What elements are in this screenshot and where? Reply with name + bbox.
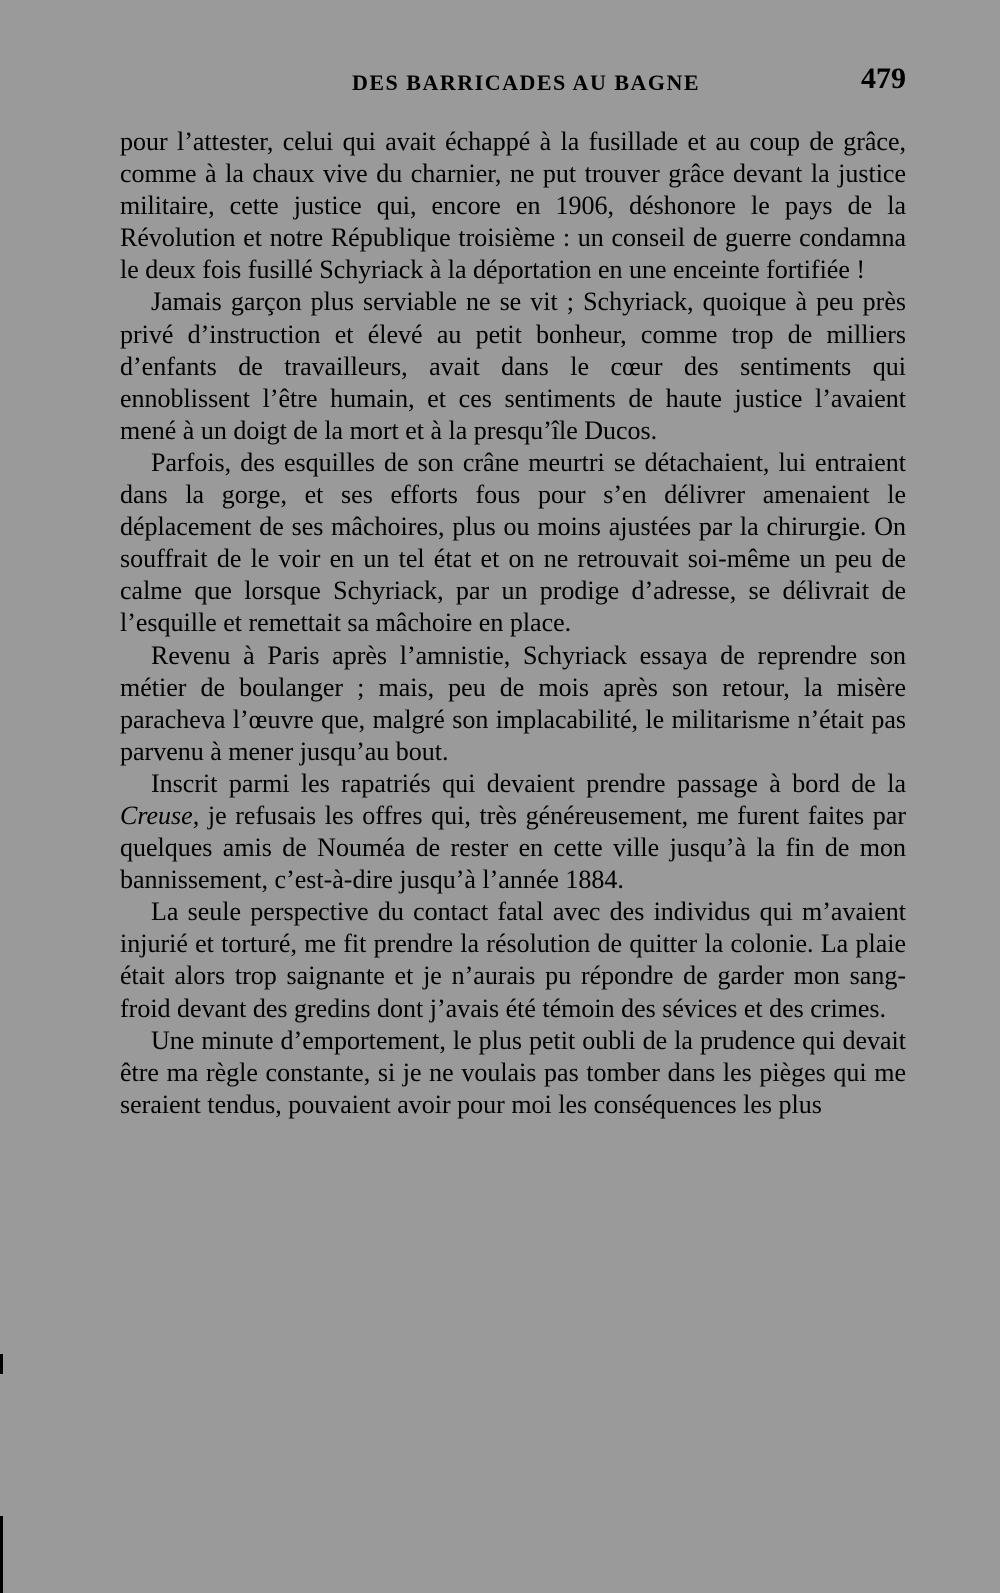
running-header-title: DES BARRICADES AU BAGNE — [352, 70, 701, 95]
paragraph-6: La seule perspective du contact fatal avec des individus qui m’avaient injurié et torturé, me fit prendre la résolution de quitter la colonie. La plaie était alors trop saignante et je n’aurais pu répondre de garder mon sang-froid devant des gredins dont j’avais été témoin des sévices et des crimes. — [120, 897, 906, 1023]
paragraph-5-start: Inscrit parmi les rapatriés qui devaient prendre passage à bord de la — [151, 768, 906, 798]
paragraph-4: Revenu à Paris après l’amnistie, Schyriack essaya de reprendre son métier de boulanger ; mais, peu de mois après son retour, la misère paracheva l’œuvre que, malgré son implacabilité, le militarisme n’était pas parvenu à mener jusqu’au bout. — [120, 640, 906, 766]
page-number: 479 — [861, 62, 906, 95]
ship-name: Creuse, — [120, 800, 200, 830]
running-header — [120, 62, 906, 102]
paragraph-1: pour l’attester, celui qui avait échappé à la fusillade et au coup de grâce, comme à la chaux vive du charnier, ne put trouver grâce devant la justice militaire, cette justice qui, encore en 1906, déshonore le pays de la Révolution et notre République troisième : un conseil de guerre condamna le deux fois fusillé Schyriack à la déportation en une enceinte fortifiée ! — [120, 127, 906, 285]
scan-edge-mark — [0, 1516, 3, 1593]
scan-edge-mark — [0, 1354, 3, 1374]
paragraph-7: Une minute d’emportement, le plus petit oubli de la prudence qui devait être ma règle constante, si je ne voulais pas tomber dans les pièges qui me seraient tendus, pouvaient avoir pour moi les conséquences les plus — [120, 1025, 906, 1119]
paragraph-5 — [120, 768, 906, 896]
body-text — [120, 126, 906, 1121]
paragraph-2: Jamais garçon plus serviable ne se vit ; Schyriack, quoique à peu près privé d’instruction et élevé au petit bonheur, comme trop de milliers d’enfants de travailleurs, avait dans le cœur des sentiments qui ennoblissent l’être humain, et ces sentiments de haute justice l’avaient mené à un doigt de la mort et à la presqu’île Ducos. — [120, 287, 906, 445]
paragraph-5-end: je refusais les offres qui, très généreusement, me furent faites par quelques amis de Nouméa de rester en cette ville jusqu’à la fin de mon bannissement, c’est-à-dire jusqu’à l’année 1884. — [120, 800, 906, 895]
paragraph-3: Parfois, des esquilles de son crâne meurtri se détachaient, lui entraient dans la gorge, et ses efforts fous pour s’en délivrer amenaient le déplacement de ses mâchoires, plus ou moins ajustées par la chirurgie. On souffrait de le voir en un tel état et on ne retrouvait soi-même un peu de calme que lorsque Schyriack, par un prodige d’adresse, se délivrait de l’esquille et remettait sa mâchoire en place. — [120, 447, 906, 638]
